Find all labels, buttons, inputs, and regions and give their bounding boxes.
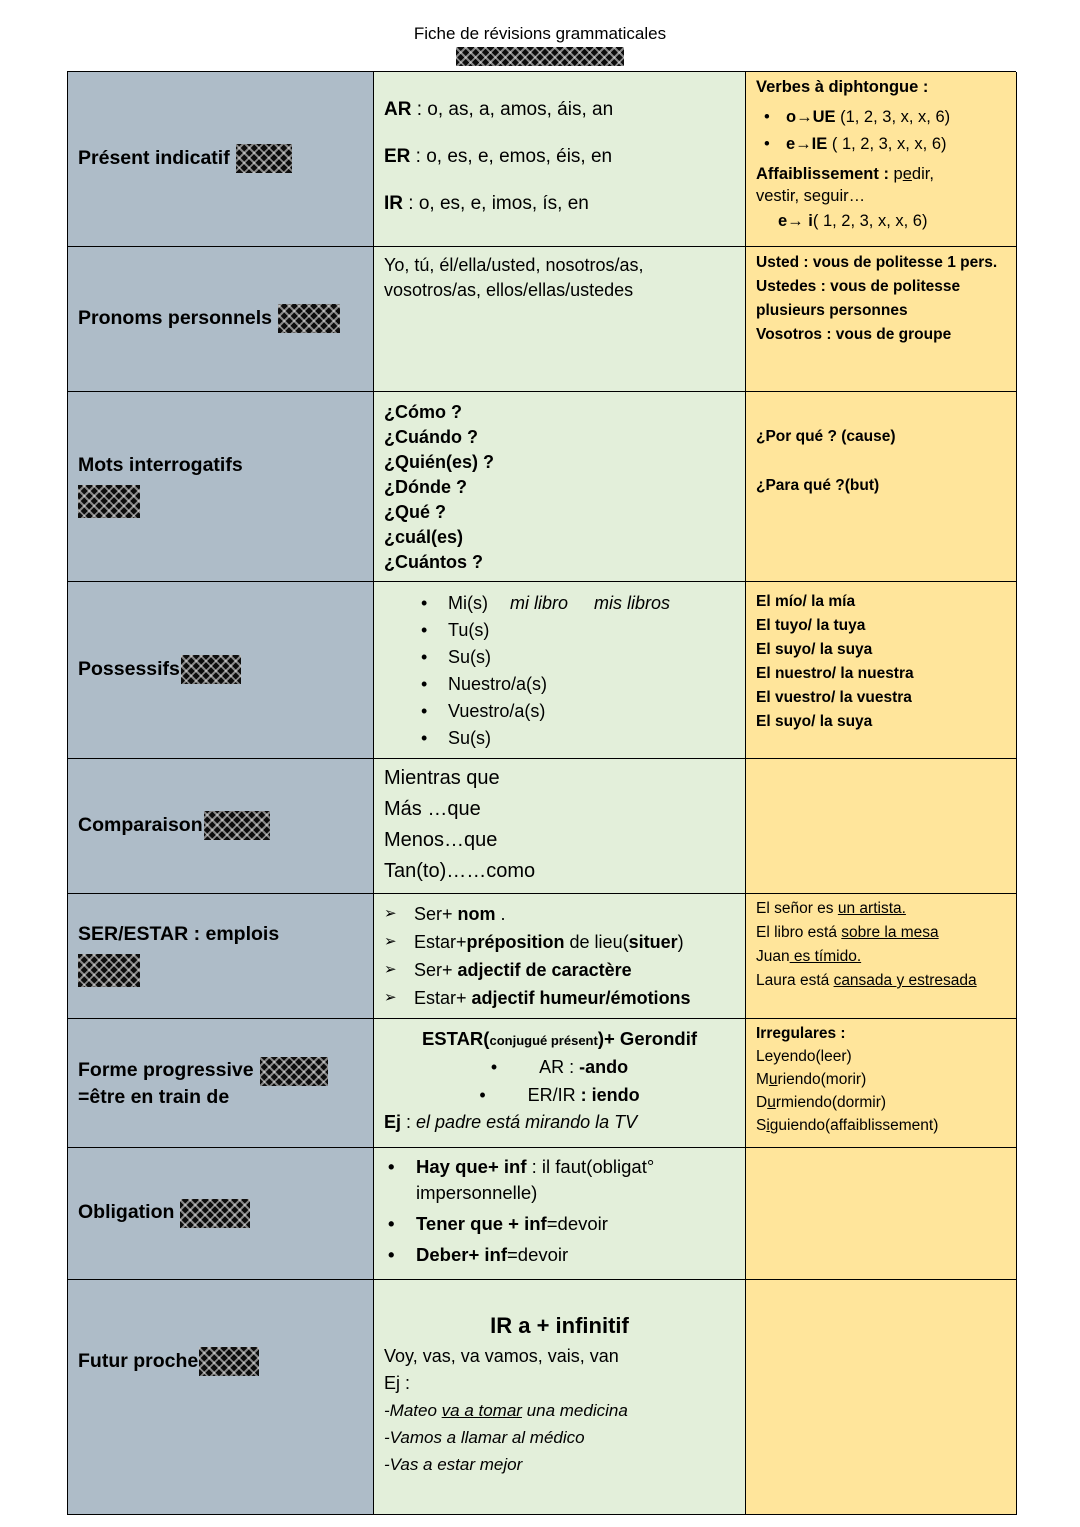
bold-segment: -ando [579,1057,629,1077]
text-segment: Mi(s) [448,593,488,613]
row-label: Pronoms personnels [78,306,272,329]
row-label: Comparaison [78,813,203,836]
bold-segment: ESTAR( [421,1028,490,1049]
possessive-item: • Nuestro/a(s) [384,671,735,698]
endings-text: : o, es, e, imos, ís, en [403,193,589,214]
question-word: ¿Quién(es) ? [384,452,495,472]
label-cell-ser-estar [68,894,374,1019]
row-label-line [78,810,363,840]
conjugation-line-ar [384,98,735,121]
notes-cell-possessifs [746,582,1017,759]
content-cell-obligation [374,1148,746,1280]
gerund-formula [384,1027,735,1053]
bold-segment: situer [628,932,678,952]
usage-item [384,900,735,928]
comparison-line: Menos…que [384,829,498,851]
text-segment: Laura está [756,972,834,989]
note-line: El nuestro/ la nuestra [756,665,914,682]
text-segment: =devoir [506,1244,569,1265]
grammar-table [67,71,1016,1515]
underlined-letter: e [902,165,912,183]
notes-cell-obligation [746,1148,1017,1280]
text-segment: M [756,1071,769,1088]
note-line: Ustedes : vous de politesse plusieurs personnes [756,278,961,319]
note-line: Vosotros : vous de groupe [756,326,952,343]
text-segment: riendo(morir) [777,1071,867,1088]
redaction-mark [199,1347,259,1376]
note-line: Usted : vous de politesse 1 pers. [756,254,998,271]
content-cell-interrogatifs [374,392,746,582]
verb-group-label: ER [384,146,411,167]
possessive-item: • Su(s) [384,725,735,752]
text-segment: ( 1, 2, 3, x, x, 6) [827,135,947,153]
example-line [756,897,1006,921]
irregular-item [756,1114,1006,1137]
row-label-line [78,1346,363,1376]
table-row-ser-estar [68,894,1016,1019]
example-line [384,1397,735,1424]
affaiblissement-line [756,163,1006,185]
bold-segment: o→UE [786,108,836,126]
comparison-line: Mientras que [384,767,500,789]
gerund-ending [384,1053,735,1081]
row-label: Présent indicatif [78,146,230,169]
example-line [756,969,1006,993]
example-line: -Vas a estar mejor [384,1455,523,1474]
usage-item [384,984,735,1012]
text-segment: Ser+ [414,904,458,924]
bold-segment: nom [457,904,496,924]
redaction-mark [278,304,340,333]
example-line [756,945,1006,969]
content-cell-futur [374,1280,746,1515]
redaction-mark [456,47,624,66]
row-sublabel: =être en train de [78,1085,230,1108]
redaction-mark [181,655,241,684]
bold-segment: e→IE [786,135,828,153]
possessive-item: • Tu(s) [384,617,735,644]
text-segment: AR : [539,1057,580,1077]
bold-segment: e→ i [778,212,813,230]
bold-segment: préposition [466,932,565,952]
note-line: El tuyo/ la tuya [756,617,866,634]
table-row-present-indicatif [68,72,1016,247]
text-segment: p [888,165,903,183]
usage-item [384,928,735,956]
example-italic: mi libro [509,593,568,613]
redaction-mark [236,144,292,173]
diphtong-item [756,131,1006,158]
note-line: ¿Por qué ? (cause) [756,428,896,445]
question-word: ¿Dónde ? [384,477,467,497]
text-segment: El libro está [756,924,842,941]
note-line: El mío/ la mía [756,593,856,610]
redaction-mark [180,1199,250,1228]
row-label: Possessifs [78,657,180,680]
underlined-segment: un artista. [837,900,906,917]
text-segment: : [401,1112,417,1132]
underlined-segment: va a tomar [441,1401,522,1420]
usage-item [384,956,735,984]
text-segment: -Mateo [384,1401,442,1420]
text-segment: (1, 2, 3, x, x, 6) [835,108,951,126]
redaction-mark [260,1057,328,1086]
row-label: Forme progressive [78,1059,254,1082]
conjugation-line-ir [384,192,735,215]
notes-cell-comparaison [746,759,1017,894]
example-line: -Vamos a llamar al médico [384,1428,585,1447]
content-cell-present [374,72,746,247]
bold-segment: adjectif de caractère [457,960,632,980]
text-segment: ER/IR [527,1085,581,1105]
question-word: ¿Cómo ? [384,402,462,422]
label-cell-pronoms [68,247,374,392]
text-segment: S [756,1117,767,1134]
row-label: Mots interrogatifs [78,453,243,476]
futur-formula: IR a + infinitif [490,1313,629,1338]
row-label-line [78,1197,363,1227]
notes-heading: Verbes à diphtongue : [756,78,929,96]
notes-cell-interrogatifs [746,392,1017,582]
underlined-letter: u [768,1071,778,1088]
text-segment: una medicina [521,1401,628,1420]
label-cell-possessifs [68,582,374,759]
note-line: El vuestro/ la vuestra [756,689,912,706]
row-label-line [78,1055,363,1085]
underlined-letter: i [766,1117,770,1134]
text-segment: . [495,904,506,924]
text-segment: Juan [756,948,790,965]
affaiblissement-verbs: vestir, seguir… [756,187,866,205]
row-label-line [78,654,363,684]
diphtong-item [756,104,1006,131]
text-segment: : il faut(obligat° impersonnelle) [416,1156,655,1203]
redaction-mark [204,811,270,840]
label-cell-present [68,72,374,247]
notes-cell-pronoms [746,247,1017,392]
question-word: ¿cuál(es) [384,527,464,547]
affaiblissement-pattern [756,210,1006,232]
page-title: Fiche de révisions grammaticales [413,24,667,43]
underlined-segment: es tímido. [789,948,862,965]
endings-text: : o, as, a, amos, áis, an [411,99,614,120]
endings-text: : o, es, e, emos, éis, en [410,146,613,167]
possessive-item: • Vuestro/a(s) [384,698,735,725]
table-row-forme-progressive [68,1019,1016,1148]
irregular-item [756,1091,1006,1114]
question-word: ¿Qué ? [384,502,446,522]
question-word: ¿Cuándo ? [384,427,478,447]
bold-segment: )+ Gerondif [597,1028,698,1049]
content-cell-possessifs [374,582,746,759]
verb-group-label: IR [384,193,403,214]
label-cell-interrogatifs [68,392,374,582]
bold-segment: Affaiblissement : [756,165,889,183]
row-label: Futur proche [78,1350,199,1372]
content-cell-progressive [374,1019,746,1148]
example-line [756,921,1006,945]
table-row-possessifs [68,582,1016,759]
notes-cell-futur [746,1280,1017,1515]
text-segment: guiendo(affaiblissement) [769,1117,939,1134]
underlined-letter: u [767,1094,776,1111]
text-segment: ) [677,932,684,952]
obligation-item [384,1154,735,1206]
note-line: El suyo/ la suya [756,641,873,658]
pronoun-list: Yo, tú, él/ella/usted, nosotros/as, vosotros/as, ellos/ellas/ustedes [384,255,644,300]
irregular-item: Leyendo(leer) [756,1048,852,1065]
bold-segment: Tener que + inf [416,1213,547,1234]
row-label-line [78,303,363,333]
text-segment: de lieu( [564,932,629,952]
table-row-mots-interrogatifs [68,392,1016,582]
irregular-item [756,1068,1006,1091]
content-cell-comparaison [374,759,746,894]
label-cell-progressive [68,1019,374,1148]
possessive-item: • Su(s) [384,644,735,671]
underlined-segment: sobre la mesa [841,924,939,941]
text-segment: D [756,1094,768,1111]
possessive-item [384,590,735,617]
bold-segment: Hay que+ inf [416,1156,527,1177]
example-italic: mis libros [594,593,671,613]
bold-segment: Ej [384,1112,402,1132]
verb-group-label: AR [384,99,412,120]
bold-segment: adjectif humeur/émotions [471,988,691,1008]
note-line: El suyo/ la suya [756,713,873,730]
notes-cell-present [746,72,1017,247]
text-segment: Estar+ [414,932,467,952]
question-word: ¿Cuántos ? [384,552,483,572]
text-segment: ( 1, 2, 3, x, x, 6) [812,212,928,230]
comparison-line: Más …que [384,798,481,820]
notes-cell-ser-estar [746,894,1017,1019]
underlined-segment: cansada y estresada [833,972,977,989]
text-segment: rmiendo(dormir) [775,1094,887,1111]
notes-cell-progressive [746,1019,1017,1148]
gerund-ending [384,1081,735,1109]
content-cell-ser-estar [374,894,746,1019]
row-label: Obligation [78,1201,175,1224]
text-segment: Estar+ [414,988,472,1008]
table-row-pronoms-personnels [68,247,1016,392]
comparison-line: Tan(to)……como [384,860,536,882]
text-segment: Ser+ [414,960,458,980]
italic-segment: el padre está mirando la TV [416,1112,638,1132]
row-label-line [78,143,363,173]
text-segment: El señor es [756,900,838,917]
example-label: Ej : [384,1373,411,1393]
content-cell-pronoms [374,247,746,392]
table-row-futur-proche [68,1280,1016,1515]
label-cell-comparaison [68,759,374,894]
redaction-mark [78,954,140,987]
obligation-item [384,1211,735,1237]
small-segment: conjugué présent [489,1033,598,1048]
label-cell-obligation [68,1148,374,1280]
text-segment: dir, [911,165,934,183]
bold-segment: : iendo [580,1085,640,1105]
bold-segment: Deber+ inf [416,1244,507,1265]
title-block [0,0,1080,66]
example-line [384,1110,735,1135]
conjugation-line: Voy, vas, va vamos, vais, van [384,1346,619,1366]
note-line: ¿Para qué ?(but) [756,477,880,494]
text-segment: =devoir [546,1213,608,1234]
table-row-comparaison [68,759,1016,894]
row-label: SER/ESTAR : emplois [78,923,280,945]
conjugation-line-er [384,145,735,168]
label-cell-futur [68,1280,374,1515]
obligation-item [384,1242,735,1268]
notes-heading: Irregulares : [756,1025,846,1042]
redaction-mark [78,485,140,518]
table-row-obligation [68,1148,1016,1280]
